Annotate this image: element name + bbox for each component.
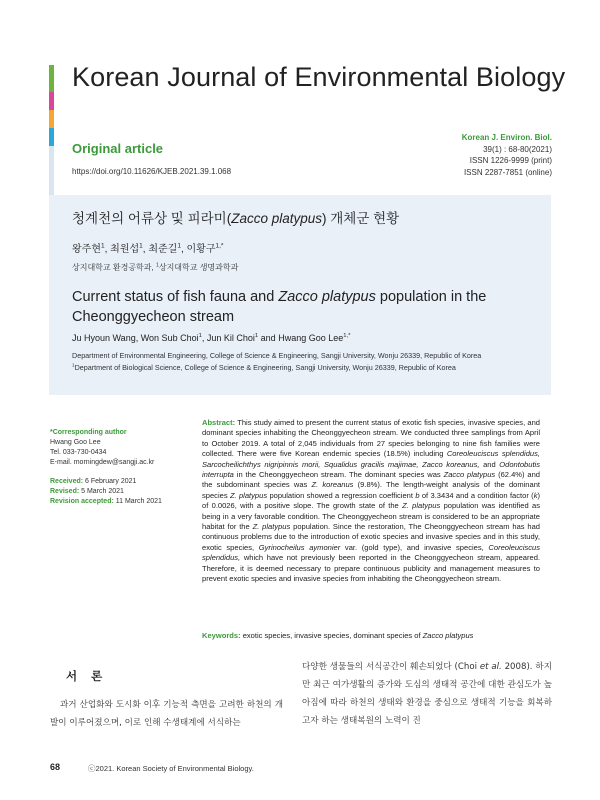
author-name: 최원섭	[110, 244, 140, 255]
author-name: Ju Hyoun Wang	[72, 333, 136, 343]
abstract: Abstract: This study aimed to present the current status of exotic fish species, invasive species, and dominant species inhabiting the Cheonggyecheon stream. We conducted three samplings from April to October 2019. A total of 2,045 individuals from 27 species belonging to nine fish families were collected. There were five Korean endemic species (18.5%) including Coreoleuciscus splendidus, Sarcocheilichthys nigripinnis morii, Squalidus gracilis majimae, Zacco koreanus, and Odontobutis interrupta in the Cheonggyecheon stream. The dominant species was Zacco platypus (62.4%) and the subdominant species was Z. koreanus (9.8%). The length-weight analysis of the dominant species Z. platypus population showed a regression coefficient b of 3.3434 and a condition factor (k) of 0.0026, with a positive slope. The growth state of the Z. platypus population was identified as being in a very favorable condition. The Cheonggyecheon stream is considered to be an appropriate habitat for the Z. platypus population. Since the restoration, The Cheonggyecheon stream has had continuous problems due to the introduction of exotic species and invasive species and in this study, exotic species, Gyrinocheilus aymonier var. (gold type), and invasive species, Coreoleuciscus splendidus, which have not previously been reported in the Cheonggyecheon stream, appeared. Therefore, it is deemed necessary to prepare continuous publicity and management measures to prevent exotic species and invasive species from inhabiting the Cheonggyecheon stream.	[202, 418, 541, 584]
journal-title: Korean Journal of Environmental Biology	[72, 62, 566, 92]
author-name: 최준길	[148, 244, 178, 255]
author-name: 이황구	[186, 244, 216, 255]
corresponding-name: Hwang Goo Lee	[50, 439, 101, 446]
doi-link[interactable]: https://doi.org/10.11626/KJEB.2021.39.1.068	[72, 167, 232, 176]
korean-affiliations: 상지대학교 환경공학과, $^1$상지대학교 생명과학과	[72, 262, 239, 272]
issn-print: ISSN 1226-9999 (print)	[469, 156, 552, 165]
author-name: Hwang Goo Lee	[278, 333, 344, 343]
issn-online: ISSN 2287-7851 (online)	[463, 167, 552, 177]
section-heading-intro: 서론	[66, 669, 117, 683]
color-bar-green	[49, 65, 54, 92]
author-name: Jun Kil Choi	[206, 333, 255, 343]
author-name: Won Sub Choi	[140, 333, 199, 343]
page-number: 68	[50, 762, 61, 772]
article-info-sidebar	[50, 428, 190, 507]
author-name: 왕주현	[72, 244, 101, 255]
english-title: Current status of fish fauna and Zacco platypus population in the Cheonggyecheon stream	[72, 289, 487, 325]
body-text-left: 과거 산업화와 도시화 이후 기능적 측면을 고려한 하천의 개발이 이루어졌으며, 이로 인해 수생태계에 서식하는	[50, 700, 283, 728]
journal-color-bar	[49, 65, 54, 195]
corresponding-label: *Corresponding author	[50, 429, 127, 436]
color-bar-orange	[49, 110, 54, 128]
english-affiliations	[72, 350, 542, 373]
copyright: ⓒ2021. Korean Society of Environmental Biology.	[88, 764, 254, 773]
korean-title: 청계천의 어류상 및 피라미(Zacco platypus) 개체군 현황	[72, 211, 400, 226]
received-date: Received: 6 February 2021	[50, 478, 137, 485]
keywords-label: Keywords:	[202, 631, 241, 640]
journal-meta	[462, 132, 552, 178]
revised-date: Revised: 5 March 2021	[50, 488, 124, 495]
affiliation-1: Department of Environmental Engineering, College of Science & Engineering, Sangji University, Wonju 26339, Republic of Korea	[72, 351, 482, 360]
corresponding-tel: Tel. 033-730-0434	[50, 449, 107, 456]
keywords: Keywords: exotic species, invasive species, dominant species of Zacco platypus	[202, 631, 474, 640]
abstract-label: Abstract:	[202, 418, 236, 427]
article-type: Original article	[72, 141, 164, 156]
volume-pages: 39(1) : 68-80(2021)	[483, 144, 552, 154]
color-bar-blue	[49, 128, 54, 146]
korean-authors: 왕주현$^1$, 최원섭$^1$, 최준길$^1$, 이황구$^{1,*}$	[72, 242, 224, 255]
english-authors: Ju Hyoun Wang, Won Sub Choi$^1$, Jun Kil Choi$^1$ and Hwang Goo Lee$^{1,*}$	[72, 333, 351, 343]
accepted-date: Revision accepted: 11 March 2021	[50, 498, 162, 505]
color-bar-light	[49, 146, 54, 195]
body-text-right: 다양한 생물들의 서식공간이 훼손되었다 (Choi et al. 2008). 하지만 최근 여가생활의 증가와 도심의 생태적 공간에 대한 관심도가 높아짐에 따라 하천의 생태와 환경을 중심으로 생태적 기능을 회복하고자 하는 생태복원의 노력이 진	[302, 662, 552, 726]
color-bar-pink	[49, 92, 54, 110]
corresponding-email[interactable]: E-mail. morningdew@sangji.ac.kr	[50, 459, 155, 466]
journal-abbreviation: Korean J. Environ. Biol.	[461, 133, 552, 142]
affiliation-2: $^1$Department of Biological Science, College of Science & Engineering, Sangji University, Wonju 26339, Republic of Korea	[72, 362, 456, 372]
